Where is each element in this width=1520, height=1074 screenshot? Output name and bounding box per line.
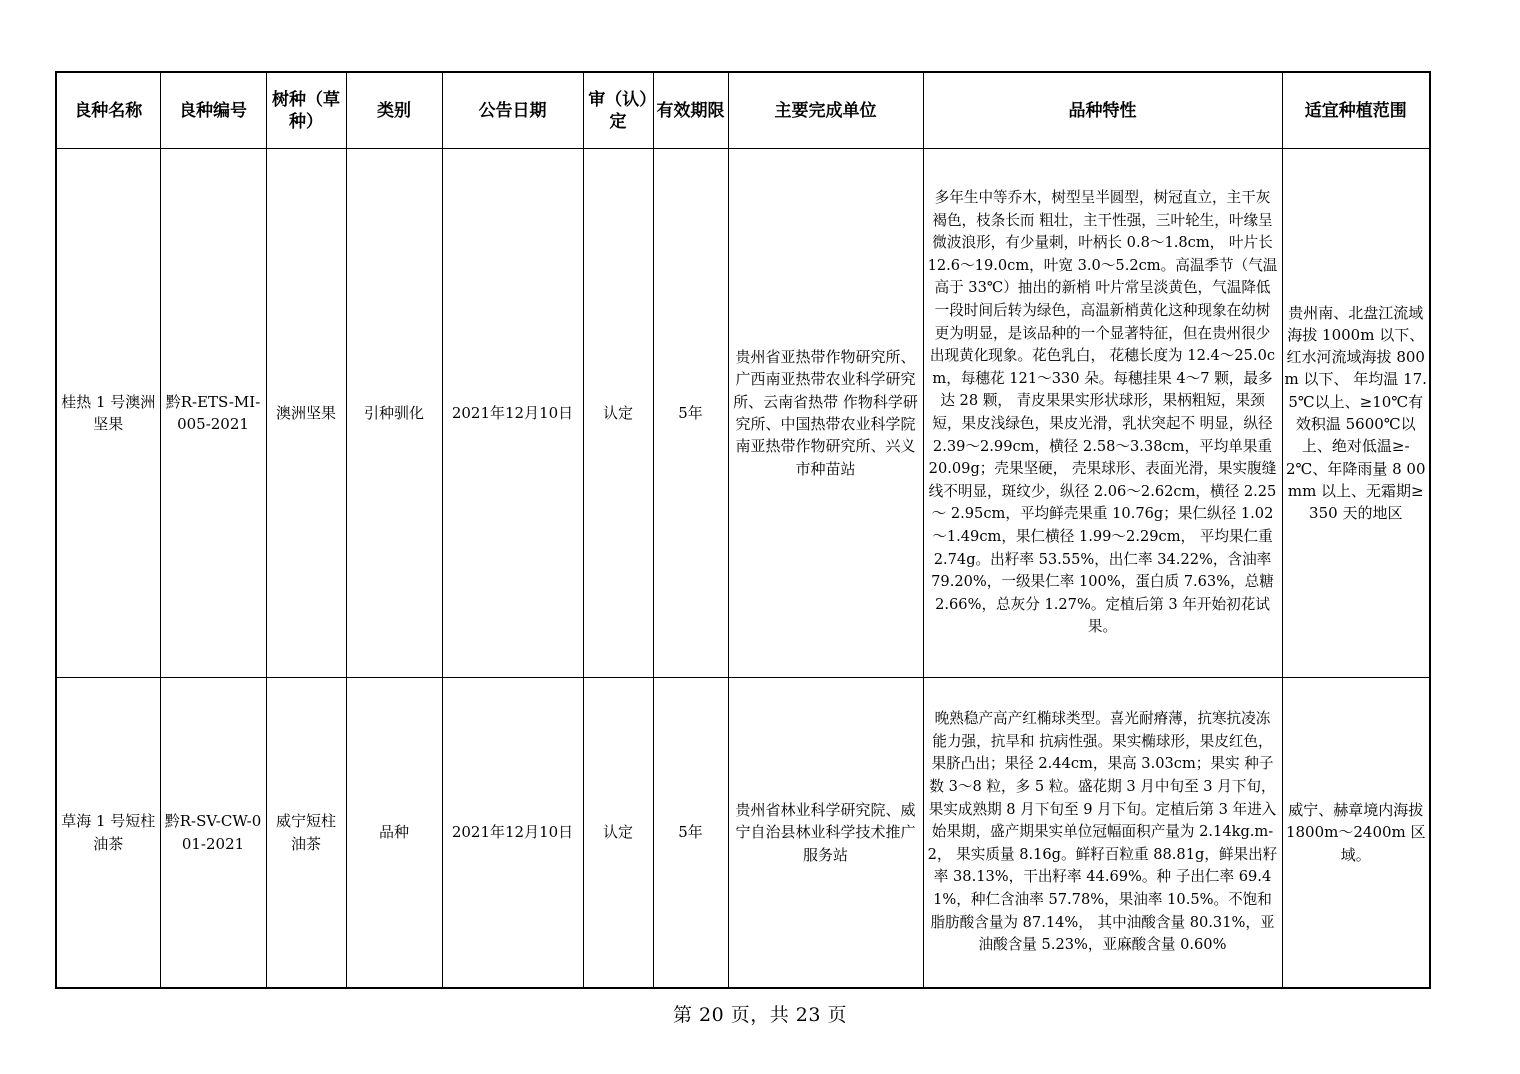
header-category: 类别 (346, 72, 442, 149)
header-date: 公告日期 (442, 72, 583, 149)
header-row (56, 72, 1430, 149)
completing-unit: 贵州省亚热带作物研究所、广西南亚热带农业科学研究所、云南省热带 作物科学研究所、中国热带农业科学院南亚热带作物研究所、兴义市种苗站 (728, 149, 923, 678)
announce-date: 2021年12月10日 (442, 149, 583, 678)
variety-code: 黔R-SV-CW-001-2021 (160, 678, 266, 989)
variety-name: 草海 1 号短柱油茶 (56, 678, 160, 989)
tree-species: 澳洲坚果 (266, 149, 346, 678)
variety-name: 桂热 1 号澳洲坚果 (56, 149, 160, 678)
completing-unit: 贵州省林业科学研究院、威宁自治县林业科学技术推广服务站 (728, 678, 923, 989)
header-name: 良种名称 (56, 72, 160, 149)
table-row (56, 678, 1430, 989)
header-traits: 品种特性 (923, 72, 1282, 149)
validity-period: 5年 (653, 678, 728, 989)
header-validity: 有效期限 (653, 72, 728, 149)
variety-traits: 多年生中等乔木，树型呈半圆型，树冠直立，主干灰褐色，枝条长而 粗壮，主干性强，三叶轮生，叶缘呈微波浪形，有少量刺，叶柄长 0.8～1.8cm， 叶片长 12.6～19.0cm，叶宽 3.0～5.2cm。高温季节（气温高于 33℃）抽出的新梢 叶片常呈淡黄色，气温降低一段时间后转为绿色，高温新梢黄化这种现象在幼树 更为明显，是该品种的一个显著特征，但在贵州很少出现黄化现象。花色乳白， 花穗长度为 12.4～25.0cm，每穗花 121～330 朵。每穗挂果 4～7 颗，最多达 28 颗， 青皮果果实形状球形，果柄粗短，果颈短，果皮浅绿色，果皮光滑，乳状突起不 明显，纵径 2.39～2.99cm，横径 2.58～3.38cm，平均单果重 20.09g；壳果坚硬， 壳果球形、表面光滑，果实腹缝线不明显，斑纹少，纵径 2.06～2.62cm，横径 2.25～ 2.95cm，平均鲜壳果重 10.76g；果仁纵径 1.02～1.49cm，果仁横径 1.99～2.29cm， 平均果仁重 2.74g。出籽率 53.55%，出仁率 34.22%，含油率 79.20%，一级果仁率 100%，蛋白质 7.63%，总糖 2.66%，总灰分 1.27%。定植后第 3 年开始初花试果。 (923, 149, 1282, 678)
table-row (56, 149, 1430, 678)
page-number-footer: 第 20 页，共 23 页 (672, 1004, 847, 1026)
table-body (56, 149, 1430, 989)
table-header (56, 72, 1430, 149)
announce-date: 2021年12月10日 (442, 678, 583, 989)
planting-range: 威宁、赫章境内海拔 1800m～2400m 区域。 (1282, 678, 1430, 989)
approval-type: 认定 (583, 678, 653, 989)
seed-variety-table (55, 71, 1431, 989)
header-range: 适宜种植范围 (1282, 72, 1430, 149)
tree-species: 威宁短柱油茶 (266, 678, 346, 989)
variety-category: 品种 (346, 678, 442, 989)
variety-category: 引种驯化 (346, 149, 442, 678)
header-species: 树种（草种） (266, 72, 346, 149)
validity-period: 5年 (653, 149, 728, 678)
variety-traits: 晚熟稳产高产红椭球类型。喜光耐瘠薄，抗寒抗凌冻能力强，抗旱和 抗病性强。果实椭球形，果皮红色，果脐凸出；果径 2.44cm，果高 3.03cm；果实 种子数 3～8 粒，多 5 粒。盛花期 3 月中旬至 3 月下旬，果实成熟期 8 月下旬至 9 月下旬。定植后第 3 年进入始果期，盛产期果实单位冠幅面积产量为 2.14kg.m-2， 果实质量 8.16g。鲜籽百粒重 88.81g，鲜果出籽率 38.13%，干出籽率 44.69%。种 子出仁率 69.41%，种仁含油率 57.78%，果油率 10.5%。不饱和脂肪酸含量为 87.14%， 其中油酸含量 80.31%，亚油酸含量 5.23%，亚麻酸含量 0.60% (923, 678, 1282, 989)
approval-type: 认定 (583, 149, 653, 678)
header-approval: 审（认）定 (583, 72, 653, 149)
variety-code: 黔R-ETS-MI-005-2021 (160, 149, 266, 678)
header-code: 良种编号 (160, 72, 266, 149)
header-unit: 主要完成单位 (728, 72, 923, 149)
planting-range: 贵州南、北盘江流域海拔 1000m 以下、红水河流域海拔 800m 以下、 年均温 17.5℃以上、≥10℃有效积温 5600℃以上、绝对低温≥-2℃、年降雨量 8 00mm 以上、无霜期≥350 天的地区 (1282, 149, 1430, 678)
